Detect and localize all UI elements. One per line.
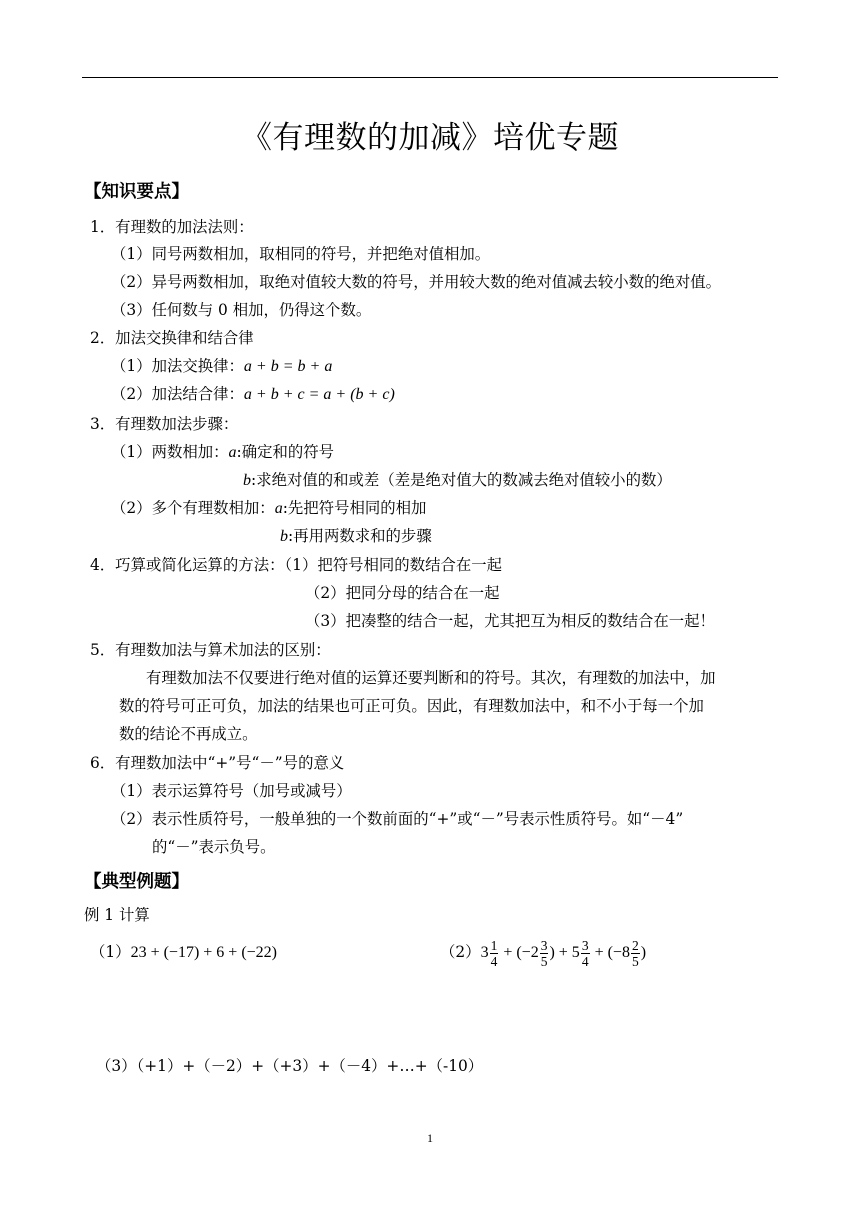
expression-operator: ) + 5: [549, 944, 580, 961]
knowledge-item-2-1: [111, 355, 332, 378]
step-letter-b: b: [243, 472, 251, 489]
two-number-label: （1）两数相加：: [111, 443, 229, 461]
example-1-question-1: [90, 941, 277, 964]
fraction-numerator: 2: [631, 937, 639, 953]
associative-formula: a + b + c = a + (b + c): [243, 386, 395, 403]
fraction-numerator: 3: [581, 937, 589, 953]
associative-label: （2）加法结合律：: [111, 385, 244, 403]
fraction: [540, 938, 549, 969]
header-rule: [82, 77, 778, 78]
knowledge-item-1: 1．有理数的加法法则：: [90, 218, 254, 236]
question-2-label: （2）: [440, 943, 481, 961]
shortcut-1: （1）把符号相同的数结合在一起: [284, 556, 503, 574]
knowledge-item-3-2: （2）多个有理数相加：a:先把符号相同的相加: [111, 499, 427, 517]
knowledge-item-2-2: [111, 383, 395, 406]
fraction-numerator: 1: [490, 937, 498, 953]
example-1-title: 例 1 计算: [84, 906, 150, 924]
mixed-number-whole: 3: [480, 944, 489, 961]
difference-paragraph-line-1: 有理数加法不仅要进行绝对值的运算还要判断和的符号。其次，有理数的加法中，加: [146, 669, 716, 687]
knowledge-item-2: 2．加法交换律和结合律: [90, 329, 254, 347]
multi-number-label: （2）多个有理数相加：: [111, 499, 275, 517]
knowledge-item-6: 6．有理数加法中“+”号“－”号的意义: [90, 754, 345, 772]
expression-operator: + (−8: [590, 944, 630, 961]
example-1-question-3: （3）（+1）+（－2）+（+3）+（－4）+…+（-10）: [96, 1057, 484, 1075]
page-number: 1: [427, 1131, 433, 1145]
section-heading-knowledge: 【知识要点】: [84, 182, 189, 202]
knowledge-item-3: 3．有理数加法步骤：: [90, 415, 239, 433]
fraction-denominator: 5: [540, 953, 548, 969]
knowledge-item-6-2-cont: 的“－”表示负号。: [152, 838, 276, 856]
knowledge-item-5: 5．有理数加法与算术加法的区别：: [90, 641, 331, 659]
fraction: [581, 938, 590, 969]
commutative-label: （1）加法交换律：: [111, 357, 244, 375]
fraction-numerator: 3: [540, 937, 548, 953]
knowledge-item-1-1: （1）同号两数相加，取相同的符号，并把绝对值相加。: [111, 245, 491, 263]
fraction: [490, 938, 499, 969]
multi-number-step-a: 先把符号相同的相加: [287, 499, 427, 517]
example-1-question-2: [440, 934, 646, 971]
shortcut-label: 4．巧算或简化运算的方法：: [90, 556, 285, 574]
knowledge-item-3-2-b: b:再用两数求和的步骤: [280, 527, 432, 545]
knowledge-item-6-2: （2）表示性质符号，一般单独的一个数前面的“+”或“－”号表示性质符号。如“－4”: [111, 810, 684, 828]
knowledge-item-6-1: （1）表示运算符号（加号或减号）: [111, 782, 352, 800]
step-letter-a: a: [274, 500, 283, 517]
knowledge-item-4: [90, 554, 502, 576]
question-1-expression: 23 + (−17) + 6 + (−22): [130, 944, 278, 961]
expression-operator: + (−2: [499, 944, 539, 961]
shortcut-2: （2）把同分母的结合在一起: [305, 584, 500, 602]
step-letter-b: b: [280, 528, 288, 545]
fraction-denominator: 4: [490, 953, 498, 969]
knowledge-item-3-1-b: b:求绝对值的和或差（差是绝对值大的数减去绝对值较小的数）: [243, 471, 672, 489]
shortcut-3: （3）把凑整的结合一起，尤其把互为相反的数结合在一起！: [305, 612, 715, 630]
fraction-denominator: 4: [581, 953, 589, 969]
knowledge-item-1-2: （2）异号两数相加，取绝对值较大数的符号，并用较大数的绝对值减去较小数的绝对值。: [111, 273, 722, 291]
two-number-step-b: 求绝对值的和或差（差是绝对值大的数减去绝对值较小的数）: [256, 471, 672, 489]
fraction-denominator: 5: [631, 953, 639, 969]
commutative-formula: a + b = b + a: [243, 358, 333, 375]
step-letter-a: a: [228, 444, 237, 461]
fraction: [631, 938, 640, 969]
knowledge-item-3-1: （1）两数相加：a:确定和的符号: [111, 443, 335, 461]
expression-operator: ): [640, 944, 647, 961]
page-title: 《有理数的加减》培优专题: [241, 120, 619, 156]
difference-paragraph-line-2: 数的符号可正可负，加法的结果也可正可负。因此，有理数加法中，和不小于每一个加: [119, 697, 704, 715]
two-number-step-a: 确定和的符号: [241, 443, 335, 461]
question-2-expression: [480, 937, 647, 969]
knowledge-item-1-3: （3）任何数与 0 相加，仍得这个数。: [111, 301, 372, 319]
section-heading-examples: 【典型例题】: [84, 872, 189, 892]
question-1-label: （1）: [90, 943, 131, 961]
multi-number-step-b: 再用两数求和的步骤: [293, 527, 432, 545]
difference-paragraph-line-3: 数的结论不再成立。: [119, 725, 258, 743]
